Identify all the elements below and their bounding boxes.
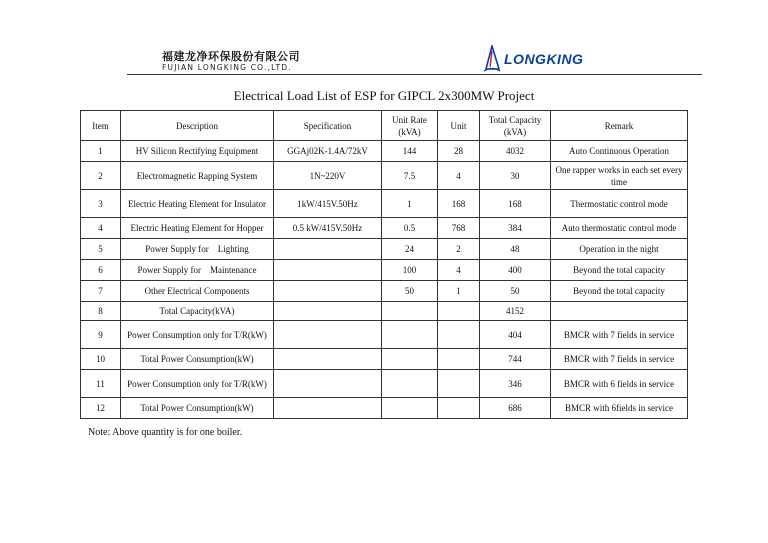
company-name-cn: 福建龙净环保股份有限公司 [162, 50, 300, 63]
table-row [81, 370, 688, 398]
cell-item: 1 [81, 141, 121, 162]
column-header-total-capacity: Total Capacity (kVA) [480, 111, 551, 141]
cell-unit: 4 [438, 162, 480, 190]
cell-total-capacity: 384 [480, 218, 551, 239]
cell-item: 4 [81, 218, 121, 239]
cell-item: 11 [81, 370, 121, 398]
cell-item: 7 [81, 281, 121, 302]
cell-remark: BMCR with 7 fields in service [551, 321, 688, 349]
cell-description: Other Electrical Components [121, 281, 274, 302]
cell-remark: BMCR with 6 fields in service [551, 370, 688, 398]
table-row [81, 162, 688, 190]
cell-item: 6 [81, 260, 121, 281]
cell-description: Electric Heating Element for Hopper [121, 218, 274, 239]
column-header-item: Item [81, 111, 121, 141]
cell-unit-rate [382, 302, 438, 321]
cell-unit-rate: 50 [382, 281, 438, 302]
cell-item: 9 [81, 321, 121, 349]
cell-specification: 0.5 kW/415V.50Hz [274, 218, 382, 239]
cell-description: Power Consumption only for T/R(kW) [121, 321, 274, 349]
table-row [81, 281, 688, 302]
cell-total-capacity: 744 [480, 349, 551, 370]
cell-total-capacity: 168 [480, 190, 551, 218]
page-header [0, 0, 768, 76]
cell-specification: GGAj02K-1.4A/72kV [274, 141, 382, 162]
cell-description: Electromagnetic Rapping System [121, 162, 274, 190]
cell-unit-rate: 100 [382, 260, 438, 281]
cell-unit [438, 370, 480, 398]
cell-unit-rate [382, 349, 438, 370]
cell-item: 8 [81, 302, 121, 321]
cell-remark: One rapper works in each set every time [551, 162, 688, 190]
cell-specification [274, 260, 382, 281]
cell-unit [438, 321, 480, 349]
cell-unit-rate: 0.5 [382, 218, 438, 239]
cell-unit: 768 [438, 218, 480, 239]
table-row [81, 239, 688, 260]
cell-total-capacity: 50 [480, 281, 551, 302]
cell-description: Power Supply for Lighting [121, 239, 274, 260]
cell-item: 3 [81, 190, 121, 218]
table-row [81, 218, 688, 239]
cell-description: Power Consumption only for T/R(kW) [121, 370, 274, 398]
cell-specification [274, 302, 382, 321]
table-row [81, 321, 688, 349]
table-row [81, 349, 688, 370]
company-name-en: FUJIAN LONGKING CO.,LTD. [162, 63, 292, 72]
table-row [81, 141, 688, 162]
electrical-load-table [80, 110, 688, 419]
cell-item: 12 [81, 398, 121, 419]
cell-total-capacity: 48 [480, 239, 551, 260]
cell-unit-rate: 7.5 [382, 162, 438, 190]
cell-remark: BMCR with 6fields in service [551, 398, 688, 419]
cell-specification [274, 239, 382, 260]
cell-unit [438, 398, 480, 419]
cell-unit: 2 [438, 239, 480, 260]
header-divider [127, 74, 702, 75]
sail-emblem-icon [482, 45, 502, 73]
cell-unit [438, 302, 480, 321]
cell-item: 2 [81, 162, 121, 190]
cell-remark [551, 302, 688, 321]
cell-total-capacity: 686 [480, 398, 551, 419]
cell-remark: Beyond the total capacity [551, 281, 688, 302]
table-row [81, 190, 688, 218]
column-header-remark: Remark [551, 111, 688, 141]
cell-description: Total Power Consumption(kW) [121, 398, 274, 419]
cell-total-capacity: 4032 [480, 141, 551, 162]
cell-unit: 28 [438, 141, 480, 162]
column-header-unit-rate: Unit Rate (kVA) [382, 111, 438, 141]
cell-item: 5 [81, 239, 121, 260]
logo-wordmark: LONGKING [504, 51, 584, 67]
cell-unit: 1 [438, 281, 480, 302]
cell-total-capacity: 400 [480, 260, 551, 281]
cell-remark: Thermostatic control mode [551, 190, 688, 218]
table-header-row [81, 111, 688, 141]
cell-total-capacity: 30 [480, 162, 551, 190]
cell-total-capacity: 346 [480, 370, 551, 398]
cell-unit-rate: 1 [382, 190, 438, 218]
cell-remark: Auto Continuous Operation [551, 141, 688, 162]
cell-remark: BMCR with 7 fields in service [551, 349, 688, 370]
cell-remark: Auto thermostatic control mode [551, 218, 688, 239]
cell-description: Power Supply for Maintenance [121, 260, 274, 281]
footnote: Note: Above quantity is for one boiler. [88, 427, 243, 438]
column-header-specification: Specification [274, 111, 382, 141]
cell-specification [274, 281, 382, 302]
cell-specification: 1N~220V [274, 162, 382, 190]
cell-specification [274, 398, 382, 419]
cell-specification [274, 321, 382, 349]
table-row [81, 302, 688, 321]
cell-specification [274, 349, 382, 370]
cell-remark: Operation in the night [551, 239, 688, 260]
cell-total-capacity: 4152 [480, 302, 551, 321]
longking-logo [482, 45, 622, 75]
cell-item: 10 [81, 349, 121, 370]
table-row [81, 260, 688, 281]
cell-unit-rate: 144 [382, 141, 438, 162]
cell-unit-rate [382, 370, 438, 398]
cell-description: Total Capacity(kVA) [121, 302, 274, 321]
cell-description: Total Power Consumption(kW) [121, 349, 274, 370]
cell-specification [274, 370, 382, 398]
column-header-unit: Unit [438, 111, 480, 141]
cell-unit-rate [382, 398, 438, 419]
cell-remark: Beyond the total capacity [551, 260, 688, 281]
cell-description: HV Silicon Rectifying Equipment [121, 141, 274, 162]
cell-unit [438, 349, 480, 370]
cell-unit: 168 [438, 190, 480, 218]
table-row [81, 398, 688, 419]
cell-total-capacity: 404 [480, 321, 551, 349]
column-header-description: Description [121, 111, 274, 141]
cell-description: Electric Heating Element for Insulator [121, 190, 274, 218]
cell-unit: 4 [438, 260, 480, 281]
cell-unit-rate [382, 321, 438, 349]
cell-unit-rate: 24 [382, 239, 438, 260]
document-title: Electrical Load List of ESP for GIPCL 2x300MW Project [233, 88, 535, 103]
cell-specification: 1kW/415V.50Hz [274, 190, 382, 218]
